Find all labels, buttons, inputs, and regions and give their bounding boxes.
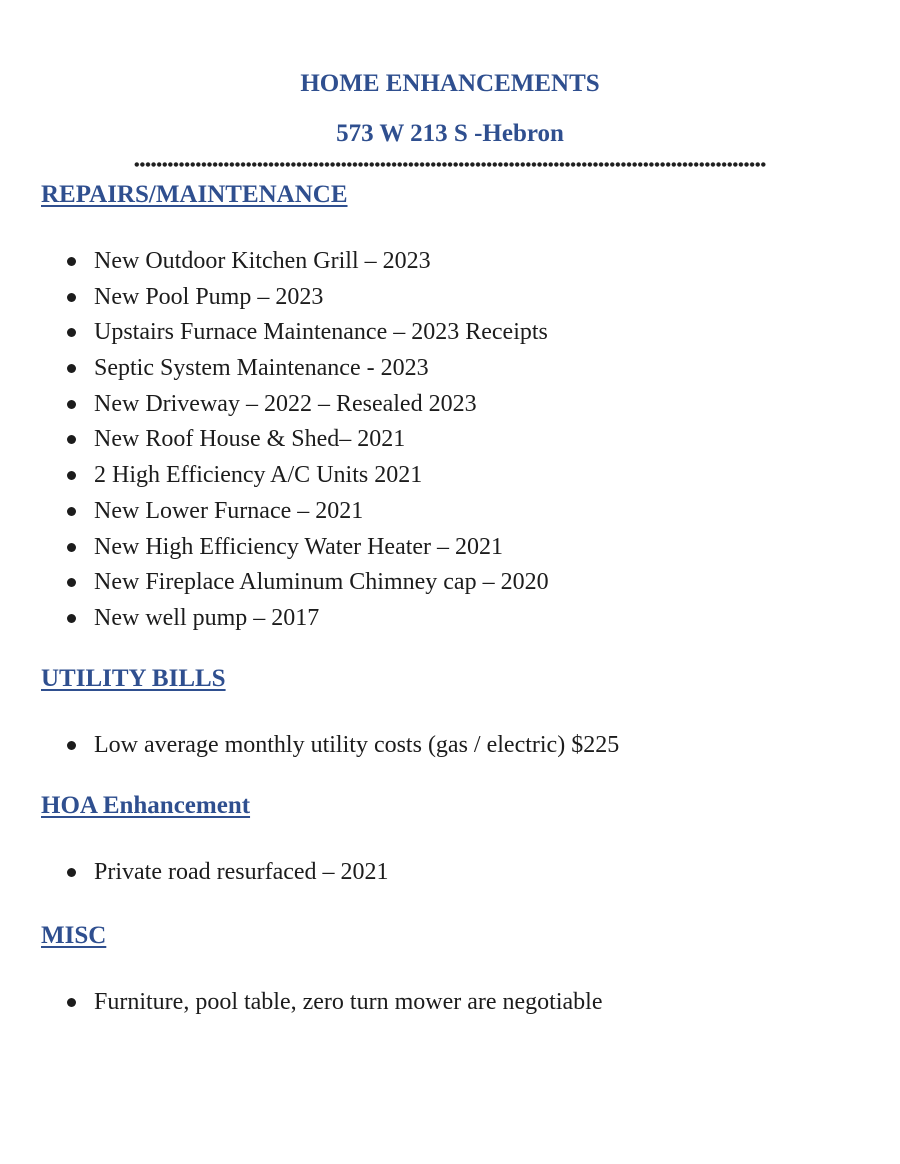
list-item-text: New Fireplace Aluminum Chimney cap – 2020 <box>94 569 549 596</box>
list-item <box>0 729 619 765</box>
section-heading-repairs: REPAIRS/MAINTENANCE <box>41 181 348 208</box>
list-item-text: New Outdoor Kitchen Grill – 2023 <box>94 248 431 274</box>
section-heading-hoa: HOA Enhancement <box>41 792 251 819</box>
list-item-text: Low average monthly utility costs (gas / electric) $225 <box>94 732 620 758</box>
list-item-text: New High Efficiency Water Heater – 2021 <box>94 533 504 560</box>
repairs-list <box>0 245 549 638</box>
list-item-text: Furniture, pool table, zero turn mower are negotiable <box>94 989 603 1015</box>
property-address: 573 W 213 S -Hebron <box>336 120 564 147</box>
list-item <box>0 245 549 281</box>
bullet-icon <box>67 578 76 587</box>
list-item-text: 2 High Efficiency A/C Units 2021 <box>94 462 423 489</box>
bullet-icon <box>67 435 76 444</box>
list-item <box>0 856 389 892</box>
bullet-icon <box>67 293 76 302</box>
section-heading-utility: UTILITY BILLS <box>41 665 226 692</box>
list-item <box>0 531 549 567</box>
bullet-icon <box>67 543 76 552</box>
list-item <box>0 281 549 317</box>
document-title: HOME ENHANCEMENTS <box>300 70 600 97</box>
list-item <box>0 495 549 531</box>
bullet-icon <box>67 328 76 337</box>
list-item-text: Septic System Maintenance - 2023 <box>94 355 429 382</box>
section-heading-misc: MISC <box>41 922 107 949</box>
list-item <box>0 388 549 424</box>
misc-list <box>0 986 603 1022</box>
bullet-icon <box>67 257 76 266</box>
list-item-text: New well pump – 2017 <box>94 604 320 631</box>
list-item <box>0 566 549 602</box>
bullet-icon <box>67 507 76 516</box>
bullet-icon <box>67 868 76 877</box>
bullet-icon <box>67 741 76 750</box>
bullet-icon <box>67 471 76 480</box>
hoa-list <box>0 856 389 892</box>
dotted-divider <box>134 161 766 168</box>
list-item <box>0 602 549 638</box>
bullet-icon <box>67 998 76 1007</box>
list-item <box>0 316 549 352</box>
bullet-icon <box>67 400 76 409</box>
bullet-icon <box>67 614 76 623</box>
list-item <box>0 459 549 495</box>
list-item <box>0 352 549 388</box>
list-item-text: New Pool Pump – 2023 <box>94 283 324 310</box>
list-item-text: Upstairs Furnace Maintenance – 2023 Receipts <box>94 319 548 346</box>
utility-list <box>0 729 619 765</box>
list-item-text: New Roof House & Shed– 2021 <box>94 426 406 453</box>
list-item <box>0 423 549 459</box>
list-item-text: Private road resurfaced – 2021 <box>94 859 389 885</box>
list-item <box>0 986 603 1022</box>
list-item-text: New Driveway – 2022 – Resealed 2023 <box>94 390 477 417</box>
bullet-icon <box>67 364 76 373</box>
list-item-text: New Lower Furnace – 2021 <box>94 497 364 524</box>
